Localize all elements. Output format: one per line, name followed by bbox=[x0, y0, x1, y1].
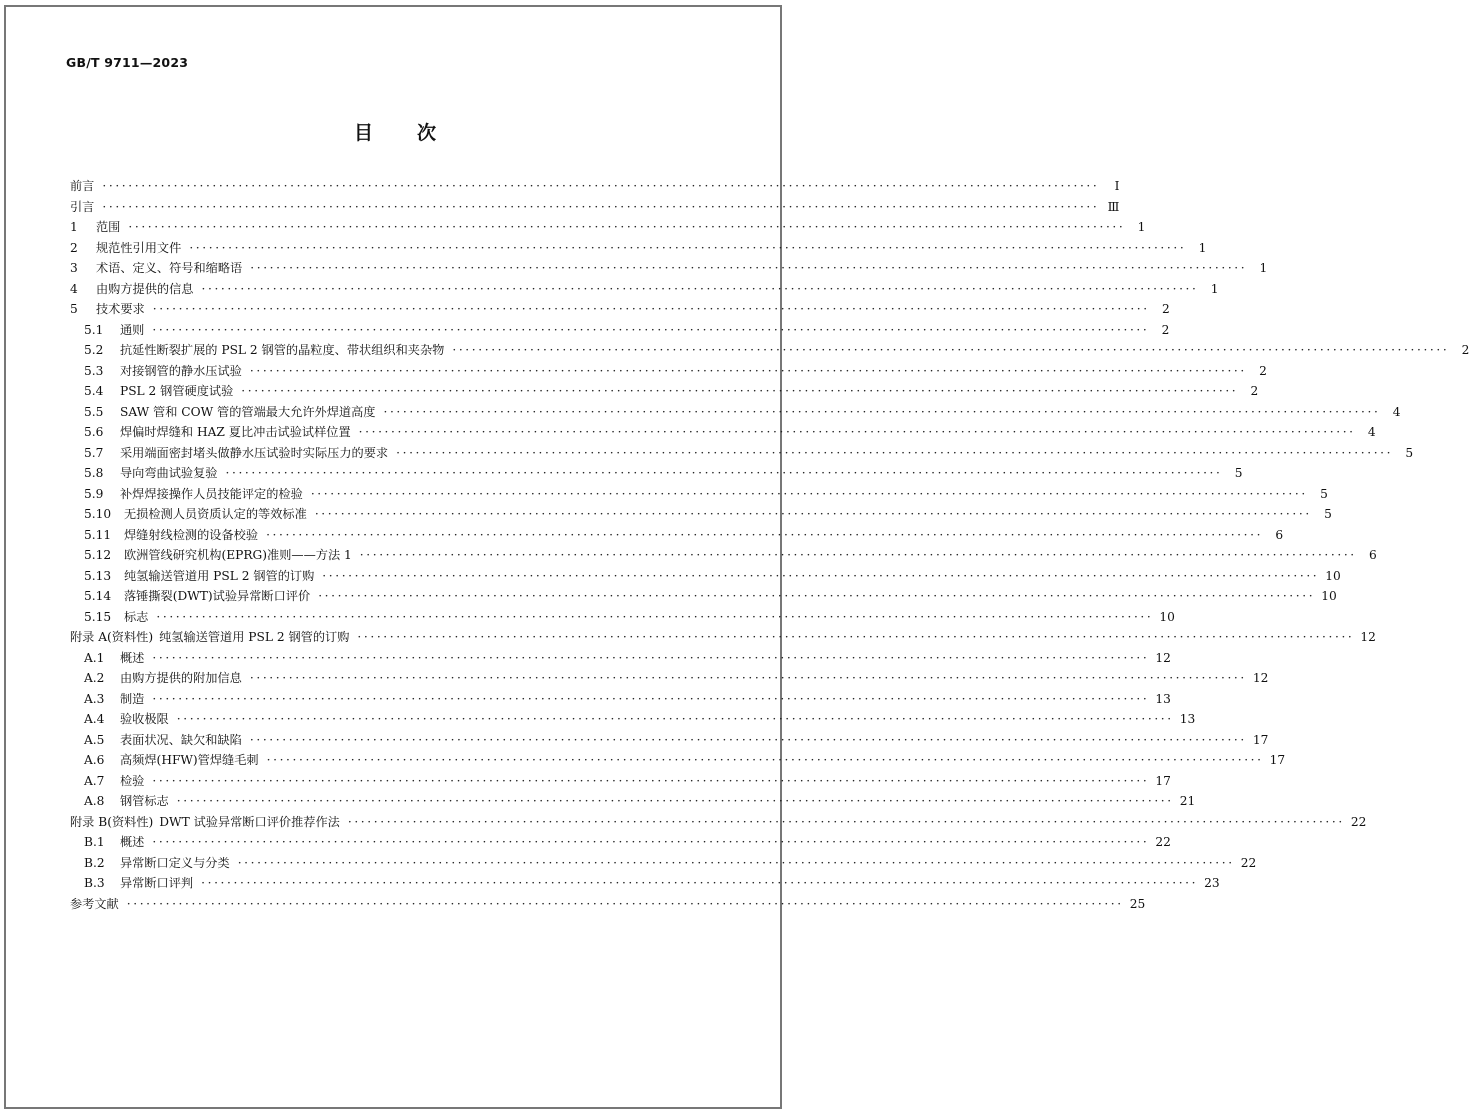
toc-entry-page: 6 bbox=[1275, 527, 1284, 542]
toc-entry-number: 4 bbox=[70, 281, 78, 296]
toc-entry-number: 5.4 bbox=[84, 384, 104, 398]
toc-entry[interactable] bbox=[70, 627, 1376, 648]
toc-leader-dots bbox=[266, 525, 1263, 546]
toc-entry-page: 22 bbox=[1155, 835, 1171, 849]
toc-leader-dots bbox=[102, 197, 1099, 218]
toc-entry-number: A.4 bbox=[84, 712, 105, 726]
toc-title-char-1: 目 bbox=[353, 122, 373, 144]
toc-entry-title: 检验 bbox=[120, 773, 145, 788]
toc-entry-page: 1 bbox=[1198, 240, 1207, 255]
toc-entry-page: 12 bbox=[1252, 671, 1269, 685]
toc-leader-dots bbox=[250, 668, 1247, 689]
toc-entry-page: 21 bbox=[1179, 794, 1196, 808]
toc-entry[interactable] bbox=[70, 258, 1268, 279]
toc-entry-page: 17 bbox=[1252, 732, 1269, 747]
toc-leader-dots bbox=[360, 545, 1357, 566]
toc-leader-dots bbox=[102, 176, 1099, 197]
toc-entry-title: 异常断口评判 bbox=[120, 876, 194, 890]
toc-entry-title: 对接钢管的静水压试验 bbox=[120, 363, 242, 378]
toc-title-char-2: 次 bbox=[417, 122, 437, 144]
toc-entry-title: 规范性引用文件 bbox=[96, 240, 182, 255]
toc-entry-page: 10 bbox=[1321, 589, 1337, 603]
toc-entry-number: A.6 bbox=[84, 753, 105, 767]
toc-leader-dots bbox=[156, 607, 1153, 628]
toc-entry-page: 2 bbox=[1461, 343, 1469, 357]
toc-entry-page: 10 bbox=[1159, 609, 1175, 624]
toc-entry-title: 欧洲管线研究机构(EPRG)准则——方法 1 bbox=[124, 548, 352, 562]
toc-entry[interactable] bbox=[70, 545, 1377, 566]
toc-entry-page: 22 bbox=[1240, 855, 1257, 870]
toc-entry-page: 2 bbox=[1161, 322, 1170, 337]
toc-entry-title: 由购方提供的信息 bbox=[96, 281, 194, 296]
toc-entry-title: 异常断口定义与分类 bbox=[120, 855, 230, 870]
toc-entry[interactable] bbox=[70, 689, 1171, 710]
toc-entry-page: 2 bbox=[1162, 302, 1170, 316]
toc-entry-page: 12 bbox=[1155, 650, 1171, 665]
toc-entry-page: 13 bbox=[1155, 691, 1171, 706]
toc-entry-title: PSL 2 钢管硬度试验 bbox=[120, 384, 234, 398]
toc-entry[interactable] bbox=[70, 894, 1146, 915]
toc-leader-dots bbox=[250, 361, 1247, 382]
toc-leader-dots bbox=[152, 648, 1149, 669]
toc-entry-number: 5 bbox=[70, 302, 78, 316]
toc-leader-dots bbox=[177, 709, 1174, 730]
toc-entry-page: 1 bbox=[1137, 220, 1146, 234]
toc-entry[interactable] bbox=[70, 586, 1337, 607]
toc-entry-page: 5 bbox=[1324, 507, 1332, 521]
toc-entry[interactable] bbox=[70, 812, 1367, 833]
toc-leader-dots bbox=[348, 812, 1345, 833]
toc-entry-title: 落锤撕裂(DWT)试验异常断口评价 bbox=[124, 589, 311, 603]
toc-entry[interactable] bbox=[70, 853, 1257, 874]
toc-entry[interactable] bbox=[70, 750, 1286, 771]
toc-leader-dots bbox=[315, 504, 1312, 525]
toc-leader-dots bbox=[357, 627, 1354, 648]
toc-entry-page: 1 bbox=[1210, 281, 1219, 296]
toc-entry[interactable] bbox=[70, 463, 1243, 484]
toc-entry[interactable] bbox=[70, 443, 1414, 464]
toc-entry[interactable] bbox=[70, 299, 1170, 320]
toc-entry-number: B.3 bbox=[84, 876, 105, 890]
toc-leader-dots bbox=[241, 381, 1238, 402]
toc-entry[interactable] bbox=[70, 197, 1120, 218]
toc-entry-number: A.7 bbox=[84, 773, 105, 788]
toc-entry-title: 概述 bbox=[120, 650, 145, 665]
toc-leader-dots bbox=[202, 279, 1199, 300]
toc-entry[interactable] bbox=[70, 504, 1332, 525]
toc-entry-number: 1 bbox=[70, 220, 78, 234]
toc-entry-page: 2 bbox=[1250, 384, 1259, 398]
toc-entry[interactable] bbox=[70, 566, 1341, 587]
toc-leader-dots bbox=[238, 853, 1235, 874]
toc-entry-page: 22 bbox=[1350, 814, 1367, 829]
toc-entry-number: 5.3 bbox=[84, 363, 104, 378]
toc-entry-title: 前言 bbox=[70, 179, 95, 193]
toc-entry-number: B.2 bbox=[84, 855, 105, 870]
toc-entry-page: 17 bbox=[1269, 753, 1286, 767]
toc-entry-title: 焊偏时焊缝和 HAZ 夏比冲击试验试样位置 bbox=[120, 425, 351, 439]
toc-leader-dots bbox=[152, 320, 1149, 341]
toc-entry-title: 验收极限 bbox=[120, 712, 169, 726]
toc-entry[interactable] bbox=[70, 402, 1401, 423]
toc-entry-title: 表面状况、缺欠和缺陷 bbox=[120, 732, 242, 747]
toc-entry[interactable] bbox=[70, 771, 1171, 792]
toc-entry[interactable] bbox=[70, 668, 1269, 689]
toc-entry-number: A.1 bbox=[84, 650, 105, 665]
toc-entry-title: 引言 bbox=[70, 199, 95, 214]
toc-entry[interactable] bbox=[70, 238, 1207, 259]
toc-entry[interactable] bbox=[70, 873, 1220, 894]
toc-entry[interactable] bbox=[70, 607, 1175, 628]
toc-entry[interactable] bbox=[70, 791, 1196, 812]
toc-leader-dots bbox=[226, 463, 1223, 484]
toc-leader-dots bbox=[267, 750, 1264, 771]
toc-entry-page: 17 bbox=[1155, 773, 1171, 788]
toc-entry-title: 高频焊(HFW)管焊缝毛刺 bbox=[120, 753, 259, 767]
toc-entry-number: A.3 bbox=[84, 691, 105, 706]
toc-entry-title: 无损检测人员资质认定的等效标准 bbox=[124, 507, 307, 521]
toc-entry-number: A.5 bbox=[84, 732, 105, 747]
toc-entry-title: 术语、定义、符号和缩略语 bbox=[96, 261, 243, 275]
toc-title bbox=[0, 118, 790, 145]
toc-entry-page: 5 bbox=[1234, 466, 1243, 480]
toc-entry[interactable] bbox=[70, 320, 1170, 341]
toc-entry-page: 6 bbox=[1369, 548, 1377, 562]
toc-entry-number: 5.11 bbox=[84, 527, 112, 542]
toc-entry-number: 5.12 bbox=[84, 548, 112, 562]
toc-entry-number: A.8 bbox=[84, 794, 105, 808]
toc-entry-title: 焊缝射线检测的设备校验 bbox=[124, 527, 259, 542]
toc-leader-dots bbox=[152, 689, 1149, 710]
toc-entry[interactable] bbox=[70, 484, 1328, 505]
toc-leader-dots bbox=[128, 217, 1125, 238]
toc-entry[interactable] bbox=[70, 525, 1284, 546]
toc-entry-page: 10 bbox=[1325, 568, 1341, 583]
toc-entry-number: 5.6 bbox=[84, 425, 104, 439]
toc-entry-number: 5.9 bbox=[84, 486, 104, 501]
toc-entry-number: B.1 bbox=[84, 835, 105, 849]
toc-entry-page: 25 bbox=[1129, 896, 1146, 911]
toc-leader-dots bbox=[452, 340, 1449, 361]
toc-entry-title: 制造 bbox=[120, 691, 145, 706]
toc-entry-title: 标志 bbox=[124, 609, 149, 624]
toc-leader-dots bbox=[318, 586, 1315, 607]
toc-entry[interactable] bbox=[70, 709, 1196, 730]
toc-leader-dots bbox=[152, 832, 1149, 853]
toc-entry[interactable] bbox=[70, 217, 1146, 238]
toc-entry-number: 5.8 bbox=[84, 466, 104, 480]
toc-entry[interactable] bbox=[70, 176, 1120, 197]
toc-entry-title: 由购方提供的附加信息 bbox=[120, 671, 242, 685]
toc-leader-dots bbox=[127, 894, 1124, 915]
toc-entry-number: 5.10 bbox=[84, 507, 112, 521]
toc-entry-number: 5.15 bbox=[84, 609, 112, 624]
toc-entry[interactable] bbox=[70, 361, 1267, 382]
toc-entry-number: 5.13 bbox=[84, 568, 112, 583]
toc-entry[interactable] bbox=[70, 730, 1269, 751]
toc-entry-number: 3 bbox=[70, 261, 78, 275]
standard-number: GB/T 9711—2023 bbox=[66, 55, 189, 70]
toc-entry-number: 5.7 bbox=[84, 445, 104, 460]
toc-entry-page: 2 bbox=[1259, 363, 1267, 378]
toc-entry-title: 补焊焊接操作人员技能评定的检验 bbox=[120, 486, 303, 501]
toc-entry-page: Ⅰ bbox=[1114, 179, 1120, 193]
toc-leader-dots bbox=[152, 771, 1149, 792]
toc-entry-page: 4 bbox=[1367, 425, 1376, 439]
toc-entry[interactable] bbox=[70, 381, 1259, 402]
toc-entry-page: 1 bbox=[1259, 261, 1268, 275]
toc-leader-dots bbox=[177, 791, 1174, 812]
toc-leader-dots bbox=[322, 566, 1319, 587]
toc-entry-title: 范围 bbox=[96, 220, 121, 234]
toc-leader-dots bbox=[250, 730, 1247, 751]
toc-entry-page: 23 bbox=[1204, 876, 1220, 890]
toc-entry-page: 12 bbox=[1360, 630, 1376, 644]
toc-entry-title: 采用端面密封堵头做静水压试验时实际压力的要求 bbox=[120, 445, 389, 460]
toc-entry-number: 5.1 bbox=[84, 322, 104, 337]
toc-entry[interactable] bbox=[70, 279, 1219, 300]
toc-entry[interactable] bbox=[70, 832, 1171, 853]
toc-leader-dots bbox=[383, 402, 1380, 423]
toc-entry-number: 附录 A(资料性) bbox=[70, 630, 154, 644]
toc-entry-title: SAW 管和 COW 管的管端最大允许外焊道高度 bbox=[120, 404, 376, 419]
toc-entry-title: 纯氢输送管道用 PSL 2 钢管的订购 bbox=[159, 630, 350, 644]
toc-leader-dots bbox=[250, 258, 1247, 279]
toc-entry-title: 技术要求 bbox=[96, 302, 145, 316]
toc-entry-title: 导向弯曲试验复验 bbox=[120, 466, 218, 480]
toc-entry-number: 附录 B(资料性) bbox=[70, 814, 154, 829]
toc-entry[interactable] bbox=[70, 422, 1376, 443]
toc-entry-page: 13 bbox=[1179, 712, 1196, 726]
toc-entry-title: 参考文献 bbox=[70, 896, 119, 911]
toc-leader-dots bbox=[201, 873, 1198, 894]
toc-entry-title: DWT 试验异常断口评价推荐作法 bbox=[159, 814, 340, 829]
toc-entry[interactable] bbox=[70, 648, 1171, 669]
toc-entry-page: 5 bbox=[1405, 445, 1414, 460]
table-of-contents bbox=[70, 176, 1469, 914]
toc-leader-dots bbox=[189, 238, 1186, 259]
toc-entry-title: 纯氢输送管道用 PSL 2 钢管的订购 bbox=[124, 568, 315, 583]
toc-leader-dots bbox=[153, 299, 1150, 320]
toc-entry-title: 通则 bbox=[120, 322, 145, 337]
toc-entry-title: 抗延性断裂扩展的 PSL 2 钢管的晶粒度、带状组织和夹杂物 bbox=[120, 343, 445, 357]
toc-leader-dots bbox=[359, 422, 1356, 443]
toc-entry-number: A.2 bbox=[84, 671, 105, 685]
toc-entry-title: 钢管标志 bbox=[120, 794, 169, 808]
toc-entry[interactable] bbox=[70, 340, 1469, 361]
toc-entry-number: 2 bbox=[70, 240, 78, 255]
toc-entry-number: 5.2 bbox=[84, 343, 104, 357]
toc-entry-title: 概述 bbox=[120, 835, 145, 849]
toc-entry-number: 5.14 bbox=[84, 589, 112, 603]
toc-entry-number: 5.5 bbox=[84, 404, 104, 419]
toc-entry-page: Ⅲ bbox=[1107, 199, 1120, 214]
toc-leader-dots bbox=[396, 443, 1393, 464]
toc-entry-page: 5 bbox=[1320, 486, 1328, 501]
toc-entry-page: 4 bbox=[1392, 404, 1401, 419]
toc-leader-dots bbox=[311, 484, 1308, 505]
